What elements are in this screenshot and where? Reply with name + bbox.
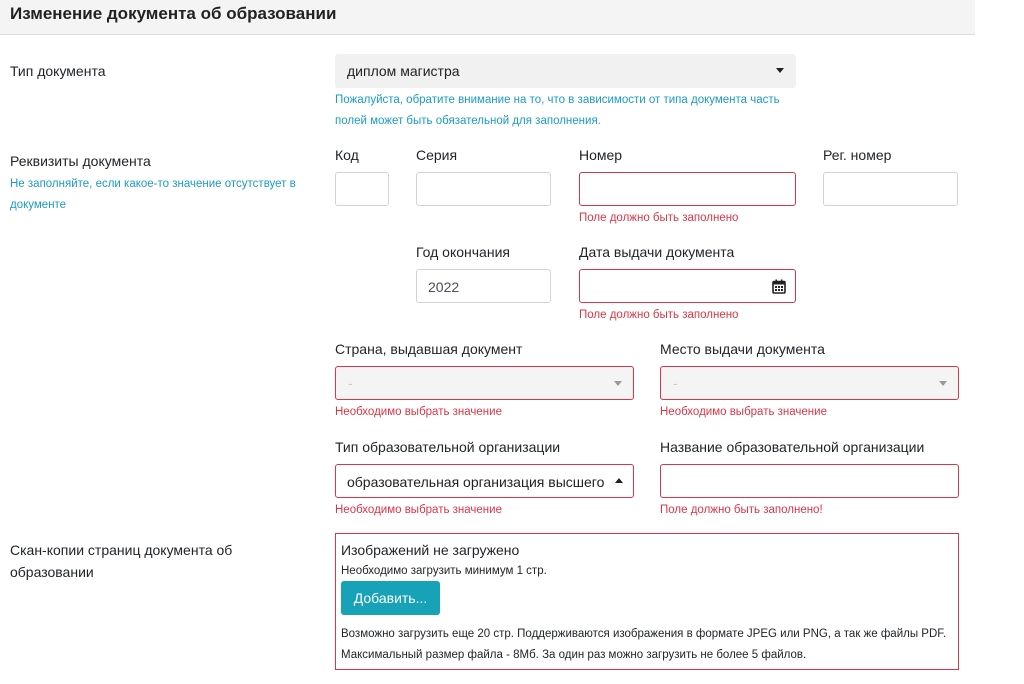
- org-type-select-value: образовательная организация высшего: [347, 474, 605, 490]
- caret-up-icon: [615, 478, 623, 483]
- caret-down-icon: [614, 381, 622, 386]
- country-select[interactable]: [335, 366, 634, 400]
- number-label: Номер: [579, 147, 623, 163]
- add-button[interactable]: Добавить...: [341, 581, 440, 615]
- requisites-hint-1: Не заполняйте, если какое-то значение отсутствует в: [10, 178, 296, 190]
- number-input[interactable]: [579, 172, 796, 206]
- requisites-hint-2: документе: [10, 199, 67, 211]
- doc-type-hint-2: полей может быть обязательной для заполнения.: [335, 115, 601, 127]
- place-select[interactable]: [660, 366, 959, 400]
- requisites-label: Реквизиты документа: [10, 153, 151, 169]
- reg-number-input[interactable]: [823, 172, 958, 206]
- upload-status: Изображений не загружено: [341, 542, 520, 558]
- year-input[interactable]: [416, 269, 551, 303]
- country-select-value: -: [348, 375, 353, 391]
- org-name-error: Поле должно быть заполнено!: [660, 504, 823, 516]
- page-title: Изменение документа об образовании: [10, 4, 337, 23]
- scans-label-1: Скан-копии страниц документа об: [10, 542, 233, 558]
- upload-min-pages: Необходимо загрузить минимум 1 стр.: [341, 565, 547, 577]
- place-error: Необходимо выбрать значение: [660, 406, 827, 418]
- year-label: Год окончания: [416, 244, 510, 260]
- series-label: Серия: [416, 147, 458, 163]
- country-error: Необходимо выбрать значение: [335, 406, 502, 418]
- place-label: Место выдачи документа: [660, 341, 825, 357]
- issue-date-input[interactable]: [579, 269, 796, 303]
- code-label: Код: [335, 147, 359, 163]
- year-input-value: 2022: [428, 279, 460, 295]
- code-input[interactable]: [335, 172, 389, 206]
- doc-type-select[interactable]: [335, 54, 796, 88]
- upload-area[interactable]: [335, 533, 959, 670]
- series-input[interactable]: [416, 172, 551, 206]
- upload-info-2: Максимальный размер файла - 8Мб. За один раз можно загрузить не более 5 файлов.: [341, 649, 807, 661]
- doc-type-value: диплом магистра: [347, 63, 460, 79]
- scans-label-2: образовании: [10, 564, 94, 580]
- issue-date-label: Дата выдачи документа: [579, 244, 735, 260]
- doc-type-label: Тип документа: [10, 63, 106, 79]
- reg-number-label: Рег. номер: [823, 147, 892, 163]
- org-name-input[interactable]: [660, 464, 959, 498]
- number-error: Поле должно быть заполнено: [579, 212, 739, 224]
- caret-down-icon: [776, 68, 784, 73]
- org-type-label: Тип образовательной организации: [335, 439, 561, 455]
- caret-down-icon: [939, 381, 947, 386]
- org-name-label: Название образовательной организации: [660, 439, 925, 455]
- page-header: [0, 0, 975, 35]
- upload-info-1: Возможно загрузить еще 20 стр. Поддерживаются изображения в формате JPEG или PNG, а так же файлы PDF.: [341, 628, 947, 640]
- org-type-error: Необходимо выбрать значение: [335, 504, 502, 516]
- country-label: Страна, выдавшая документ: [335, 341, 523, 357]
- issue-date-error: Поле должно быть заполнено: [579, 309, 739, 321]
- place-select-value: -: [673, 375, 678, 391]
- doc-type-hint-1: Пожалуйста, обратите внимание на то, что в зависимости от типа документа часть: [335, 94, 780, 106]
- org-type-select[interactable]: [335, 464, 634, 498]
- calendar-icon[interactable]: [772, 279, 786, 294]
